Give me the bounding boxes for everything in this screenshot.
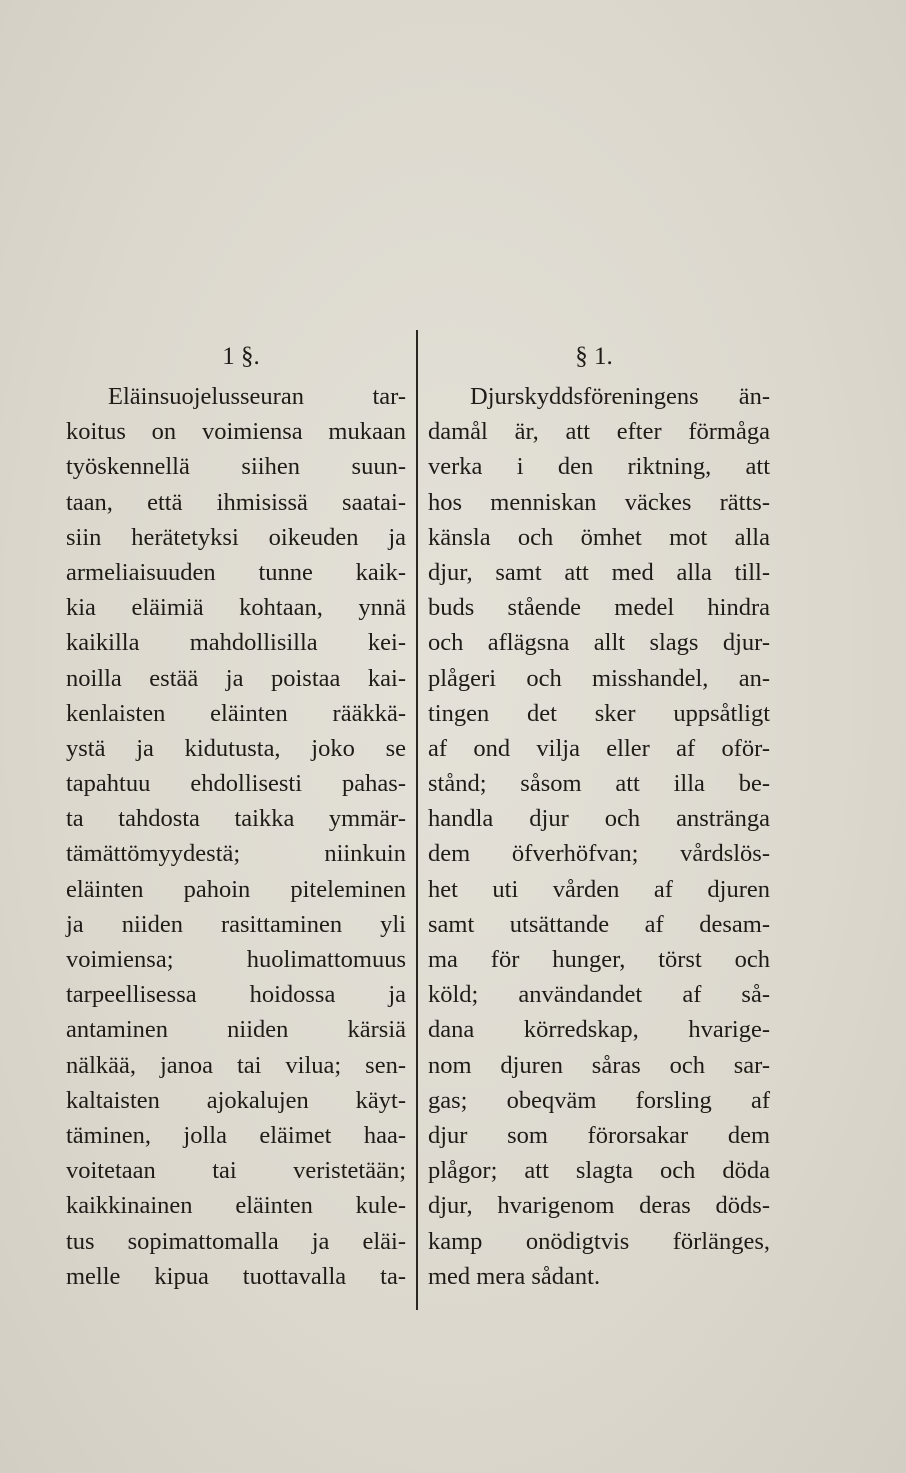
swedish-text-line: köld; användandet af så- bbox=[428, 981, 770, 1009]
column-divider bbox=[416, 330, 418, 1310]
finnish-text-line: voimiensa; huolimattomuus bbox=[66, 946, 406, 973]
swedish-text-line: plågor; att slagta och döda bbox=[428, 1157, 770, 1185]
finnish-text-line: nälkää, janoa tai vilua; sen- bbox=[66, 1051, 406, 1079]
swedish-text-line: känsla och ömhet mot alla bbox=[428, 523, 770, 551]
swedish-text-line: med mera sådant. bbox=[428, 1262, 601, 1290]
swedish-section-heading: § 1. bbox=[575, 343, 613, 370]
finnish-text-line: täminen, jolla eläimet haa- bbox=[66, 1121, 406, 1149]
finnish-text-line: armeliaisuuden tunne kaik- bbox=[66, 558, 406, 586]
finnish-text-line: tämättömyydestä; niinkuin bbox=[66, 840, 406, 868]
swedish-text-line: djur som förorsakar dem bbox=[428, 1121, 770, 1149]
swedish-text-line: handla djur och anstränga bbox=[428, 805, 770, 833]
finnish-text-line: noilla estää ja poistaa kai- bbox=[66, 664, 406, 692]
swedish-text-line: samt utsättande af desam- bbox=[428, 910, 770, 938]
swedish-text-line: buds stående medel hindra bbox=[428, 594, 770, 622]
finnish-text-line: kaikkinainen eläinten kule- bbox=[66, 1192, 406, 1220]
swedish-text-line: gas; obeqväm forsling af bbox=[428, 1086, 770, 1114]
finnish-text-line: ta tahdosta taikka ymmär- bbox=[66, 805, 406, 833]
swedish-text-line: Djurskyddsföreningens än- bbox=[470, 383, 770, 410]
swedish-text-line: plågeri och misshandel, an- bbox=[428, 664, 770, 692]
finnish-text-line: kaikilla mahdollisilla kei- bbox=[66, 629, 406, 657]
swedish-text-line: stånd; såsom att illa be- bbox=[428, 770, 770, 798]
finnish-text-line: eläinten pahoin piteleminen bbox=[66, 875, 406, 903]
finnish-text-line: Eläinsuojelusseuran tar- bbox=[108, 383, 406, 410]
finnish-text-line: antaminen niiden kärsiä bbox=[66, 1016, 406, 1044]
finnish-text-line: tapahtuu ehdollisesti pahas- bbox=[66, 770, 406, 798]
finnish-section-heading: 1 §. bbox=[222, 343, 260, 370]
finnish-text-line: tus sopimattomalla ja eläi- bbox=[66, 1227, 406, 1255]
swedish-text-line: damål är, att efter förmåga bbox=[428, 418, 770, 446]
swedish-column bbox=[428, 335, 770, 1294]
finnish-column bbox=[66, 335, 406, 1294]
swedish-text-line: kamp onödigtvis förlänges, bbox=[428, 1227, 770, 1255]
swedish-text-line: nom djuren såras och sar- bbox=[428, 1051, 770, 1079]
finnish-text-line: tarpeellisessa hoidossa ja bbox=[66, 981, 406, 1009]
swedish-text-line: hos menniskan väckes rätts- bbox=[428, 488, 770, 516]
swedish-text-line: dem öfverhöfvan; vårdslös- bbox=[428, 840, 770, 868]
finnish-text-line: kenlaisten eläinten rääkkä- bbox=[66, 699, 406, 727]
swedish-text-line: djur, hvarigenom deras döds- bbox=[428, 1192, 770, 1220]
finnish-text-line: koitus on voimiensa mukaan bbox=[66, 418, 406, 446]
swedish-text-line: och aflägsna allt slags djur- bbox=[428, 629, 770, 657]
finnish-text-line: kia eläimiä kohtaan, ynnä bbox=[66, 594, 406, 622]
swedish-text-line: af ond vilja eller af oför- bbox=[428, 734, 770, 762]
finnish-text-line: ystä ja kidutusta, joko se bbox=[66, 734, 406, 762]
swedish-text-line: tingen det sker uppsåtligt bbox=[428, 699, 770, 727]
swedish-text-line: ma för hunger, törst och bbox=[428, 946, 770, 973]
swedish-text-line: dana körredskap, hvarige- bbox=[428, 1016, 770, 1044]
swedish-text-line: het uti vården af djuren bbox=[428, 875, 770, 903]
finnish-text-line: voitetaan tai veristetään; bbox=[66, 1157, 406, 1185]
finnish-text-line: työskennellä siihen suun- bbox=[66, 453, 406, 481]
finnish-text-line: kaltaisten ajokalujen käyt- bbox=[66, 1086, 406, 1114]
finnish-text-line: siin herätetyksi oikeuden ja bbox=[66, 523, 406, 551]
finnish-text-line: melle kipua tuottavalla ta- bbox=[66, 1262, 406, 1290]
finnish-text-line: taan, että ihmisissä saatai- bbox=[66, 488, 406, 516]
finnish-text-line: ja niiden rasittaminen yli bbox=[66, 910, 406, 938]
swedish-text-line: djur, samt att med alla till- bbox=[428, 558, 770, 586]
swedish-text-line: verka i den riktning, att bbox=[428, 453, 770, 481]
